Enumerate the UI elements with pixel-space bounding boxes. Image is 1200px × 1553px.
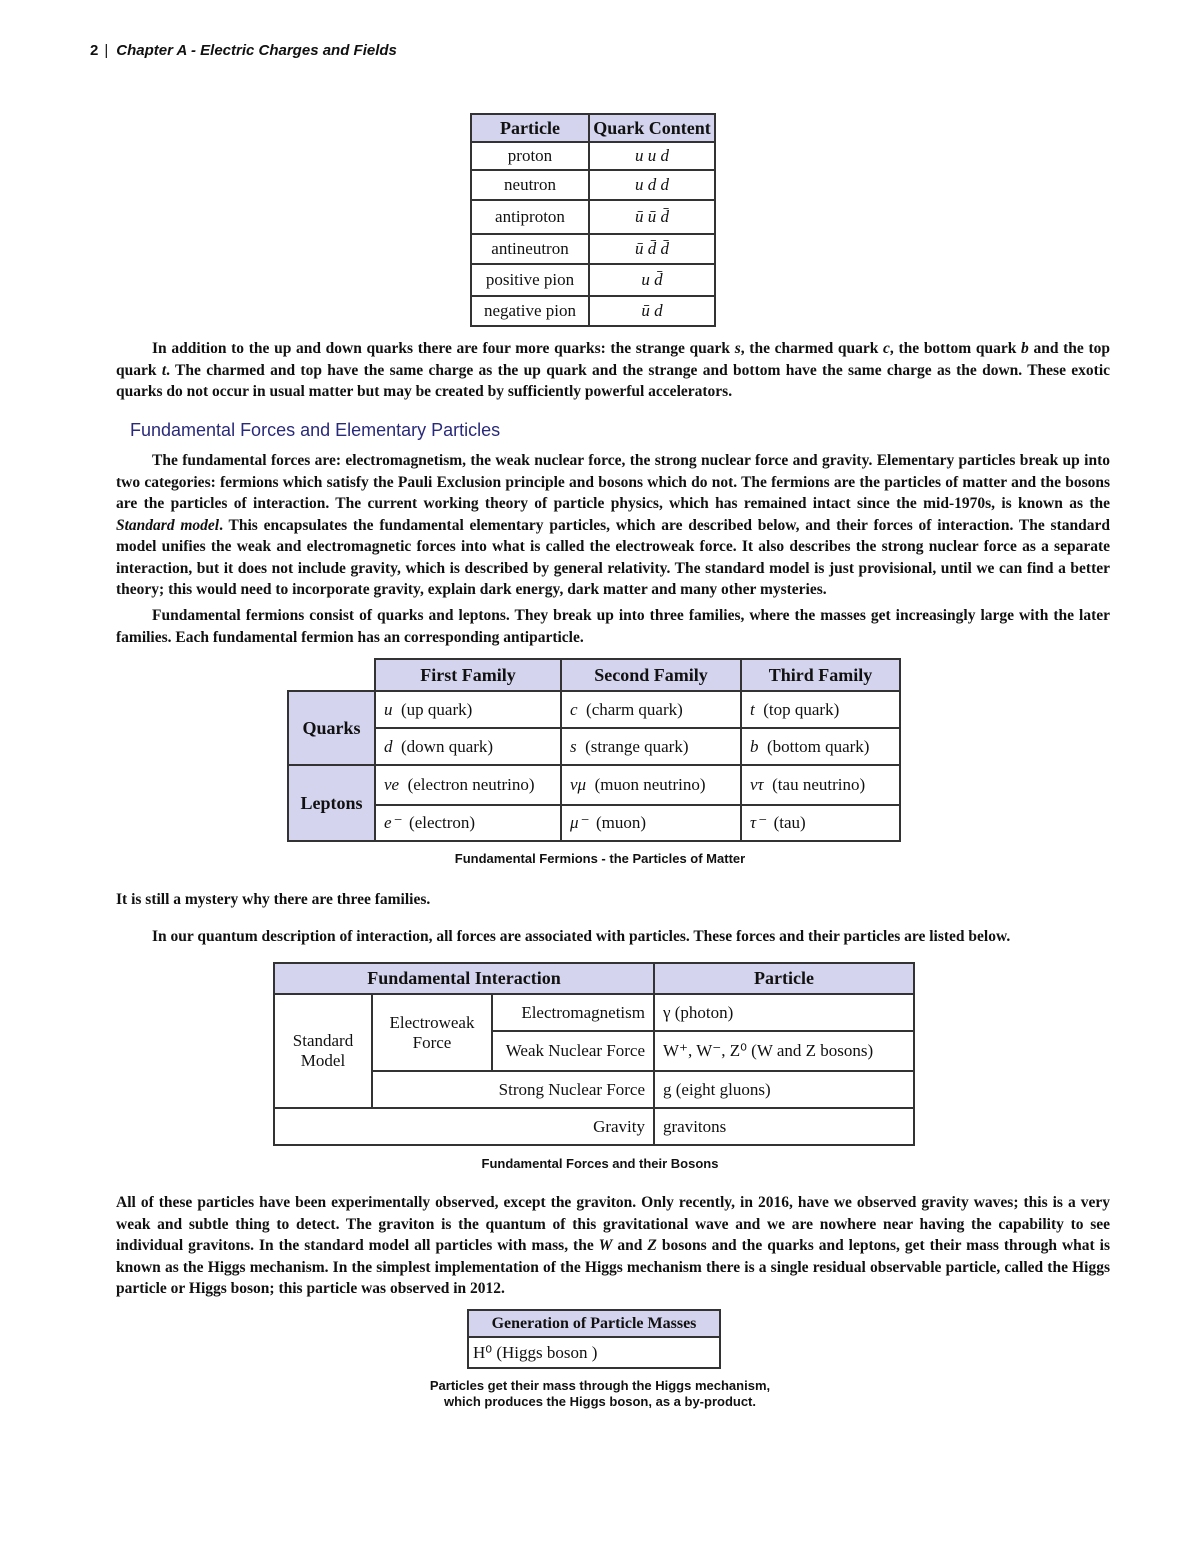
- electroweak-cell: Electroweak Force: [372, 994, 492, 1071]
- quark-content-cell: u u d: [589, 142, 715, 170]
- page-number: 2: [90, 42, 99, 59]
- fermion-cell: s (strange quark): [561, 728, 741, 765]
- page-header: [90, 42, 397, 59]
- fermion-table-caption: Fundamental Fermions - the Particles of Matter: [454, 851, 746, 866]
- fermion-cell: c (charm quark): [561, 691, 741, 728]
- gravity-cell: Gravity: [274, 1108, 654, 1145]
- quark-content-cell: ū ū d̄: [589, 200, 715, 234]
- higgs-paragraph: All of these particles have been experimentally observed, except the graviton. Only recently, in 2016, have we observed gravity waves; this is a very weak and subtle thing to detect. The graviton is the quantum of this gravitational wave and we are nowhere near having the capability to see individual gravitons. In the standard model all particles with mass, the W and Z bosons and the quarks and leptons, get their mass through what is known as the Higgs mechanism. In the simplest implementation of the Higgs mechanism there is a single residual observable particle, called the Higgs particle or Higgs boson; this particle was observed in 2012.: [116, 1194, 1110, 1297]
- standard-model-emphasis: Standard model: [116, 516, 220, 534]
- weak-force-particle: W⁺, W⁻, Z⁰ (W and Z bosons): [654, 1031, 914, 1071]
- quark-table-row: [471, 170, 715, 200]
- forces-header-particle: Particle: [654, 963, 914, 994]
- higgs-table: [467, 1309, 721, 1369]
- quark-table-row: [471, 296, 715, 326]
- standard-model-cell: Standard Model: [274, 994, 372, 1108]
- chapter-title: Chapter A - Electric Charges and Fields: [116, 42, 397, 59]
- higgs-boson-cell: H⁰ (Higgs boson ): [468, 1337, 720, 1368]
- quarks-label: Quarks: [288, 691, 375, 765]
- particle-name-cell: positive pion: [471, 264, 589, 296]
- fermion-header-second: Second Family: [561, 659, 741, 691]
- forces-header-interaction: Fundamental Interaction: [274, 963, 654, 994]
- fermion-cell: t (top quark): [741, 691, 900, 728]
- fermion-header-first: First Family: [375, 659, 561, 691]
- quark-table-row: [471, 234, 715, 264]
- quark-content-cell: u d d: [589, 170, 715, 200]
- fermion-cell: u (up quark): [375, 691, 561, 728]
- electromagnetism-cell: Electromagnetism: [492, 994, 654, 1031]
- header-separator: |: [104, 42, 109, 59]
- strong-force-particle: g (eight gluons): [654, 1071, 914, 1108]
- quark-table-row: [471, 200, 715, 234]
- quark-table-header-particle: Particle: [471, 114, 589, 142]
- particle-name-cell: neutron: [471, 170, 589, 200]
- fermions-paragraph: Fundamental fermions consist of quarks and leptons. They break up into three families, where the masses get increasingly large with the later families. Each fundamental fermion has an corresponding antiparticle.: [116, 607, 1110, 646]
- fermion-header-third: Third Family: [741, 659, 900, 691]
- particle-name-cell: antiproton: [471, 200, 589, 234]
- particle-name-cell: negative pion: [471, 296, 589, 326]
- fermion-cell: e⁻ (electron): [375, 805, 561, 841]
- quark-content-cell: ū d: [589, 296, 715, 326]
- forces-table-caption: Fundamental Forces and their Bosons: [481, 1156, 719, 1171]
- higgs-caption: Particles get their mass through the Higgs mechanism, which produces the Higgs boson, as a by-product.: [429, 1378, 771, 1409]
- quark-content-cell: ū d̄ d̄: [589, 234, 715, 264]
- electromagnetism-particle: γ (photon): [654, 994, 914, 1031]
- fermion-cell: νμ (muon neutrino): [561, 765, 741, 805]
- higgs-table-header: Generation of Particle Masses: [468, 1310, 720, 1337]
- leptons-label: Leptons: [288, 765, 375, 841]
- fermion-cell: τ⁻ (tau): [741, 805, 900, 841]
- interaction-paragraph: In our quantum description of interaction, all forces are associated with particles. These forces and their particles are listed below.: [152, 928, 1011, 945]
- quark-content-table: [470, 113, 716, 327]
- fermion-cell: μ⁻ (muon): [561, 805, 741, 841]
- fermion-cell: νe (electron neutrino): [375, 765, 561, 805]
- particle-name-cell: proton: [471, 142, 589, 170]
- three-families-paragraph: It is still a mystery why there are three families.: [116, 891, 431, 908]
- fermion-cell: b (bottom quark): [741, 728, 900, 765]
- section-heading: Fundamental Forces and Elementary Particles: [130, 420, 501, 440]
- quarks-paragraph: In addition to the up and down quarks there are four more quarks: the strange quark s, the charmed quark c, the bottom quark b and the top quark t. The charmed and top have the same charge as the up quark and the strange and bottom have the same charge as the down. These exotic quarks do not occur in usual matter but may be created by sufficiently powerful accelerators.: [116, 340, 1110, 400]
- fermion-cell: d (down quark): [375, 728, 561, 765]
- weak-force-cell: Weak Nuclear Force: [492, 1031, 654, 1071]
- gravity-particle: gravitons: [654, 1108, 914, 1145]
- quark-table-row: [471, 264, 715, 296]
- quark-content-cell: u d̄: [589, 264, 715, 296]
- quark-table-row: [471, 142, 715, 170]
- quark-table-header-content: Quark Content: [589, 114, 715, 142]
- strong-force-cell: Strong Nuclear Force: [372, 1071, 654, 1108]
- fermion-cell: ντ (tau neutrino): [741, 765, 900, 805]
- particle-name-cell: antineutron: [471, 234, 589, 264]
- fermion-table: [287, 658, 901, 842]
- forces-paragraph: The fundamental forces are: electromagnetism, the weak nuclear force, the strong nuclear force and gravity. Elementary particles break up into two categories: fermions which satisfy the Pauli Exclusion principle and bosons which do not. The fermions are the particles of matter and the bosons are the particles of interaction. The current working theory of particle physics, which has remained intact since the mid-1970s, is known as the Standard model. This encapsulates the fundamental elementary particles, which are described below, and their forces of interaction. The standard model unifies the weak and electromagnetic forces into what is called the electroweak force. It also describes the strong nuclear force as a separate interaction, but it does not include gravity, which is described by general relativity. The standard model is just provisional, until we can find a better theory; this would need to incorporate gravity, explain dark energy, dark matter and many other mysteries.: [116, 452, 1110, 598]
- forces-table: [273, 962, 915, 1146]
